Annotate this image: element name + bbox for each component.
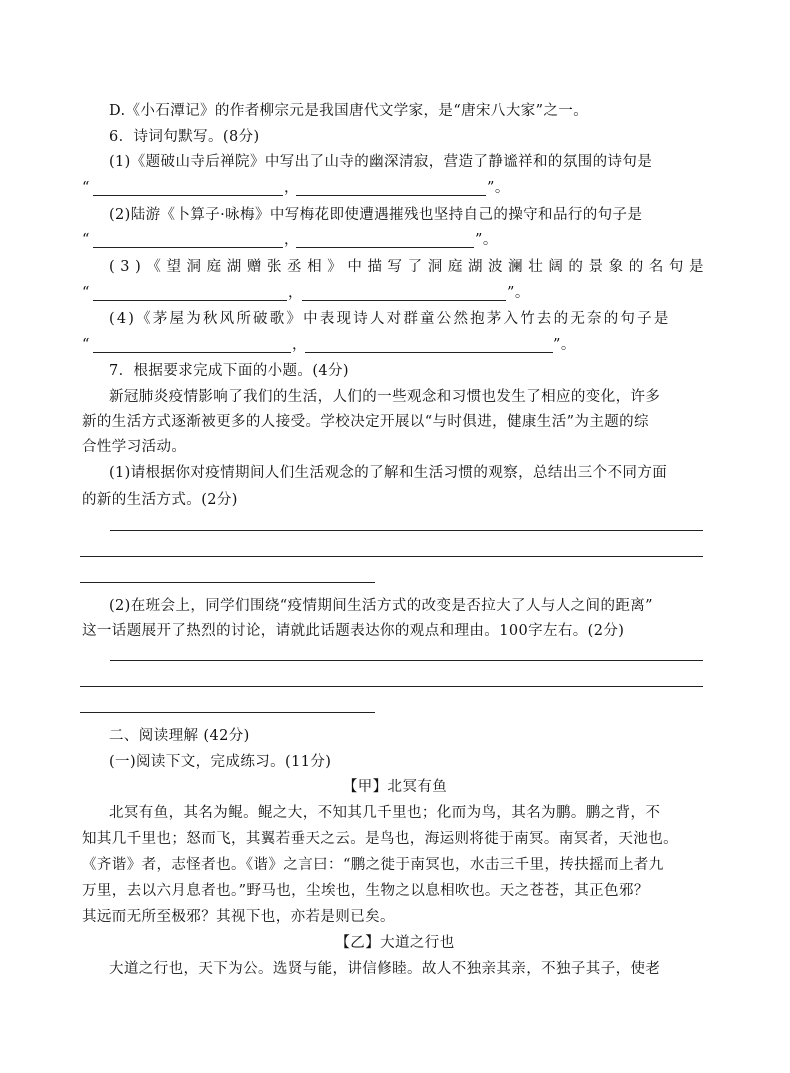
- text-a-line-5: 其远而无所至极邪？其视下也，亦若是则已矣。: [82, 909, 395, 925]
- section2-title: 二、阅读理解 (42分): [109, 728, 250, 744]
- q6-title: 6．诗词句默写。(8分): [109, 129, 260, 145]
- text-a-line-2: 知其几千里也；怒而飞，其翼若垂天之云。是鸟也，海运则将徙于南冥。南冥者，天池也。: [82, 831, 678, 847]
- q6-item4-close-quote: ”。: [553, 337, 576, 353]
- q6-item2-close-quote: ”。: [475, 232, 498, 248]
- q6-item2-prompt: (2)陆游《卜算子·咏梅》中写梅花即使遭遇摧残也坚持自己的操守和品行的句子是: [109, 207, 643, 223]
- q6-item1-prompt: (1)《题破山寺后禅院》中写出了山寺的幽深清寂，营造了静谧祥和的氛围的诗句是: [109, 154, 653, 170]
- q6-item4-blank-2[interactable]: [305, 352, 553, 353]
- q6-item2-comma: ，: [284, 232, 299, 248]
- q6-item3-blank-2[interactable]: [302, 300, 506, 301]
- q6-item2-open-quote: “: [82, 232, 90, 248]
- q6-item3-blank-1[interactable]: [93, 300, 287, 301]
- q6-item1-close-quote: ”。: [487, 180, 510, 196]
- q7-intro-line-3: 合性学习活动。: [82, 439, 187, 455]
- q7-sub1-answer-line-3[interactable]: [80, 582, 375, 583]
- text-b-line-1: 大道之行也，天下为公。选贤与能，讲信修睦。故人不独亲其亲，不独子其子，使老: [109, 961, 661, 977]
- q6-item4-prompt: (4)《茅屋为秋风所破歌》中表现诗人对群童公然抱茅入竹去的无奈的句子是: [109, 311, 671, 327]
- q7-sub2-answer-line-1[interactable]: [110, 660, 703, 661]
- q6-item3-open-quote: “: [82, 285, 90, 301]
- q5-option-d: D.《小石潭记》的作者柳宗元是我国唐代文学家，是“唐宋八大家”之一。: [109, 103, 589, 119]
- q7-sub1-line-2: 的新的生活方式。(2分): [82, 492, 238, 508]
- text-a-line-1: 北冥有鱼，其名为鲲。鲲之大，不知其几千里也；化而为鸟，其名为鹏。鹏之背，不: [109, 805, 661, 821]
- q6-item4-open-quote: “: [82, 337, 90, 353]
- q6-item2-blank-1[interactable]: [93, 247, 283, 248]
- q7-sub2-answer-line-2[interactable]: [80, 686, 703, 687]
- q7-sub1-answer-line-1[interactable]: [110, 530, 703, 531]
- text-a-line-3: 《齐谐》者，志怪者也。《谐》之言曰：“鹏之徙于南冥也，水击三千里，抟扶摇而上者九: [82, 857, 664, 873]
- q6-item1-comma: ，: [284, 180, 299, 196]
- q7-sub1-line-1: (1)请根据你对疫情期间人们生活观念的了解和生活习惯的观察，总结出三个不同方面: [109, 465, 668, 481]
- q7-sub2-line-1: (2)在班会上，同学们围绕“疫情期间生活方式的改变是否拉大了人与人之间的距离”: [109, 598, 653, 614]
- q6-item1-open-quote: “: [82, 180, 90, 196]
- q6-item1-blank-2[interactable]: [296, 195, 486, 196]
- text-a-title: 【甲】北冥有鱼: [342, 779, 448, 795]
- q6-item4-comma: ，: [292, 337, 307, 353]
- text-a-line-4: 万里，去以六月息者也。”野马也，尘埃也，生物之以息相吹也。天之苍苍，其正色邪？: [82, 883, 649, 899]
- q7-sub2-answer-line-3[interactable]: [80, 712, 375, 713]
- q6-item1-blank-1[interactable]: [93, 195, 283, 196]
- q7-intro-line-2: 新的生活方式逐渐被更多的人接受。学校决定开展以“与时俱进，健康生活”为主题的综: [82, 414, 649, 430]
- q6-item3-prompt: (3)《望洞庭湖赠张丞相》中描写了洞庭湖波澜壮阔的景象的名句是: [109, 259, 710, 275]
- section2-part1-title: (一)阅读下文，完成练习。(11分): [109, 754, 332, 770]
- q7-sub1-answer-line-2[interactable]: [80, 556, 703, 557]
- q7-sub2-line-2: 这一话题展开了热烈的讨论，请就此话题表达你的观点和理由。100字左右。(2分): [82, 623, 625, 639]
- q6-item3-close-quote: ”。: [507, 285, 530, 301]
- q7-title: 7．根据要求完成下面的小题。(4分): [109, 363, 349, 379]
- q7-intro-line-1: 新冠肺炎疫情影响了我们的生活，人们的一些观念和习惯也发生了相应的变化，许多: [109, 389, 661, 405]
- text-b-title: 【乙】大道之行也: [335, 935, 455, 951]
- q6-item3-comma: ，: [288, 285, 303, 301]
- q6-item4-blank-1[interactable]: [93, 352, 291, 353]
- q6-item2-blank-2[interactable]: [296, 247, 474, 248]
